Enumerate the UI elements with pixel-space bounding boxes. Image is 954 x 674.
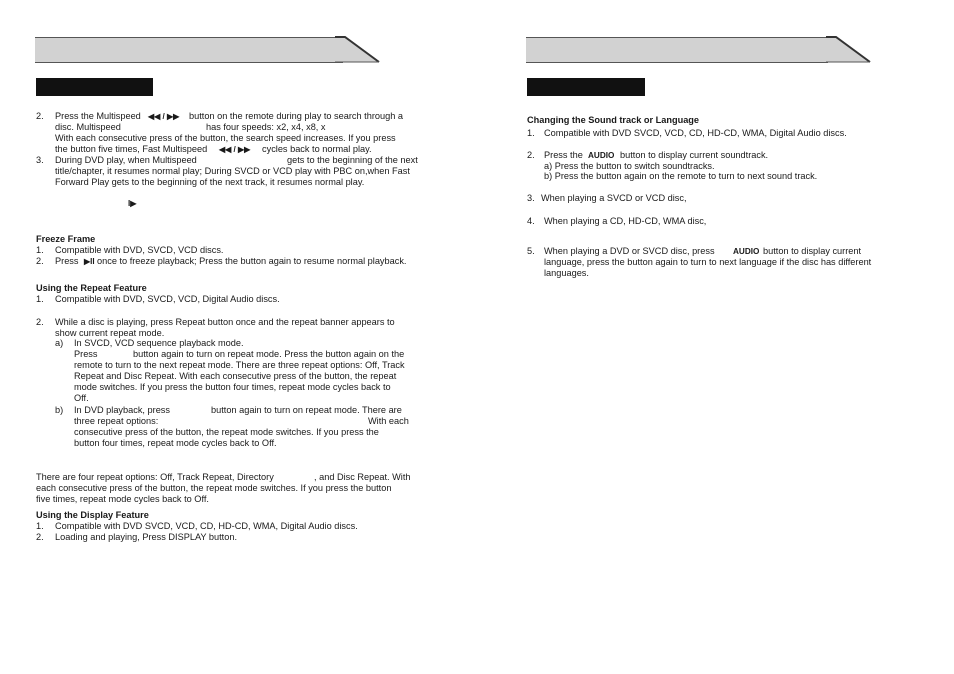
multispeed-line-2a: disc. Multispeed <box>55 122 121 132</box>
multispeed-line-4a: the button five times, Fast Multispeed <box>55 144 208 154</box>
right-section-label <box>527 78 645 96</box>
repeat-sub-a-3: remote to turn to the next repeat mode. There are three repeat options: Off, Track <box>74 360 405 370</box>
repeat-paragraph-1a: There are four repeat options: Off, Track Repeat, Directory <box>36 472 274 482</box>
multispeed-line-6: title/chapter, it resumes normal play; During SVCD or VCD play with PBC on,when Fast <box>55 166 410 176</box>
sound-item-2a: Press the <box>544 150 583 160</box>
item-number: 3. <box>527 193 535 203</box>
repeat-sub-b-label: b) <box>55 405 64 415</box>
item-number: 2. <box>36 256 44 266</box>
repeat-sub-a-5: mode switches. If you press the button four times, repeat mode cycles back to <box>74 382 391 392</box>
repeat-sub-b-2a: three repeat options: <box>74 416 159 426</box>
sound-item-1: Compatible with DVD SVCD, VCD, CD, HD-CD, WMA, Digital Audio discs. <box>544 128 847 138</box>
multispeed-line-1b: button on the remote during play to search through a <box>189 111 404 121</box>
audio-button-label: AUDIO <box>733 247 760 256</box>
freeze-item-2a: Press <box>55 256 79 266</box>
repeat-sub-a-4: Repeat and Disc Repeat. With each consecutive press of the button, the repeat <box>74 371 397 381</box>
sound-sub-b: b) Press the button again on the remote to turn to next sound track. <box>544 171 818 181</box>
item-number: 2. <box>527 150 535 160</box>
sound-item-5b: button to display current <box>763 246 862 256</box>
display-title: Using the Display Feature <box>36 510 149 520</box>
item-number: 1. <box>36 294 44 304</box>
repeat-paragraph-1b: , and Disc Repeat. With <box>314 472 411 482</box>
multispeed-line-7: Forward Play gets to the beginning of the next track, it resumes normal play. <box>55 177 365 187</box>
sound-sub-a: a) Press the button to switch soundtracks. <box>544 161 715 171</box>
multispeed-line-5a: During DVD play, when Multispeed <box>55 155 197 165</box>
repeat-sub-a-1: In SVCD, VCD sequence playback mode. <box>74 338 244 348</box>
sound-item-4: When playing a CD, HD-CD, WMA disc, <box>544 216 707 226</box>
multispeed-line-4b: cycles back to normal play. <box>262 144 372 154</box>
sound-item-5c: language, press the button again to turn to next language if the disc has different <box>544 257 872 267</box>
repeat-paragraph-3: five times, repeat mode cycles back to Off. <box>36 494 209 504</box>
repeat-item-1: Compatible with DVD, SVCD, VCD, Digital Audio discs. <box>55 294 280 304</box>
left-section-label <box>36 78 153 96</box>
multispeed-line-2b: has four speeds: x2, x4, x8, x <box>206 122 326 132</box>
display-item-2: Loading and playing, Press DISPLAY button. <box>55 532 237 542</box>
left-header-notch <box>335 36 381 63</box>
item-number: 3. <box>36 155 44 165</box>
step-icon: I▶ <box>128 199 137 208</box>
repeat-sub-a-2b: button again to turn on repeat mode. Press the button again on the <box>133 349 405 359</box>
multispeed-line-1a: Press the Multispeed <box>55 111 141 121</box>
rewind-fastforward-icon: ◀◀ / ▶▶ <box>148 112 180 121</box>
repeat-sub-b-1a: In DVD playback, press <box>74 405 170 415</box>
item-number: 5. <box>527 246 535 256</box>
item-number: 1. <box>527 128 535 138</box>
repeat-sub-b-2b: With each <box>368 416 409 426</box>
item-number: 2. <box>36 111 44 121</box>
freeze-frame-title: Freeze Frame <box>36 234 96 244</box>
multispeed-line-3: With each consecutive press of the button, the search speed increases. If you press <box>55 133 396 143</box>
multispeed-line-5b: gets to the beginning of the next <box>287 155 418 165</box>
repeat-sub-b-1b: button again to turn on repeat mode. There are <box>211 405 402 415</box>
repeat-sub-a-6: Off. <box>74 393 89 403</box>
item-number: 1. <box>36 521 44 531</box>
freeze-item-2b: once to freeze playback; Press the button again to resume normal playback. <box>97 256 407 266</box>
repeat-sub-b-4: button four times, repeat mode cycles back to Off. <box>74 438 277 448</box>
item-number: 1. <box>36 245 44 255</box>
audio-button-label: AUDIO <box>588 151 615 160</box>
repeat-paragraph-2: each consecutive press of the button, the repeat mode switches. If you press the button <box>36 483 392 493</box>
item-number: 4. <box>527 216 535 226</box>
repeat-title: Using the Repeat Feature <box>36 283 147 293</box>
rewind-fastforward-icon: ◀◀ / ▶▶ <box>219 145 251 154</box>
item-number: 2. <box>36 532 44 542</box>
repeat-sub-a-2a: Press <box>74 349 98 359</box>
repeat-sub-b-3: consecutive press of the button, the repeat mode switches. If you press the <box>74 427 379 437</box>
repeat-item-2b: show current repeat mode. <box>55 328 165 338</box>
left-header-bar <box>35 37 343 63</box>
sound-language-title: Changing the Sound track or Language <box>527 115 700 125</box>
sound-item-5a: When playing a DVD or SVCD disc, press <box>544 246 715 256</box>
right-header-notch <box>826 36 872 63</box>
repeat-sub-a-label: a) <box>55 338 64 348</box>
repeat-item-2a: While a disc is playing, press Repeat button once and the repeat banner appears to <box>55 317 395 327</box>
sound-item-2b: button to display current soundtrack. <box>620 150 769 160</box>
display-item-1: Compatible with DVD SVCD, VCD, CD, HD-CD, WMA, Digital Audio discs. <box>55 521 358 531</box>
sound-item-5d: languages. <box>544 268 589 278</box>
sound-item-3: When playing a SVCD or VCD disc, <box>541 193 687 203</box>
freeze-item-1: Compatible with DVD, SVCD, VCD discs. <box>55 245 224 255</box>
right-header-bar <box>526 37 828 63</box>
item-number: 2. <box>36 317 44 327</box>
play-pause-icon: ▶II <box>84 257 95 266</box>
